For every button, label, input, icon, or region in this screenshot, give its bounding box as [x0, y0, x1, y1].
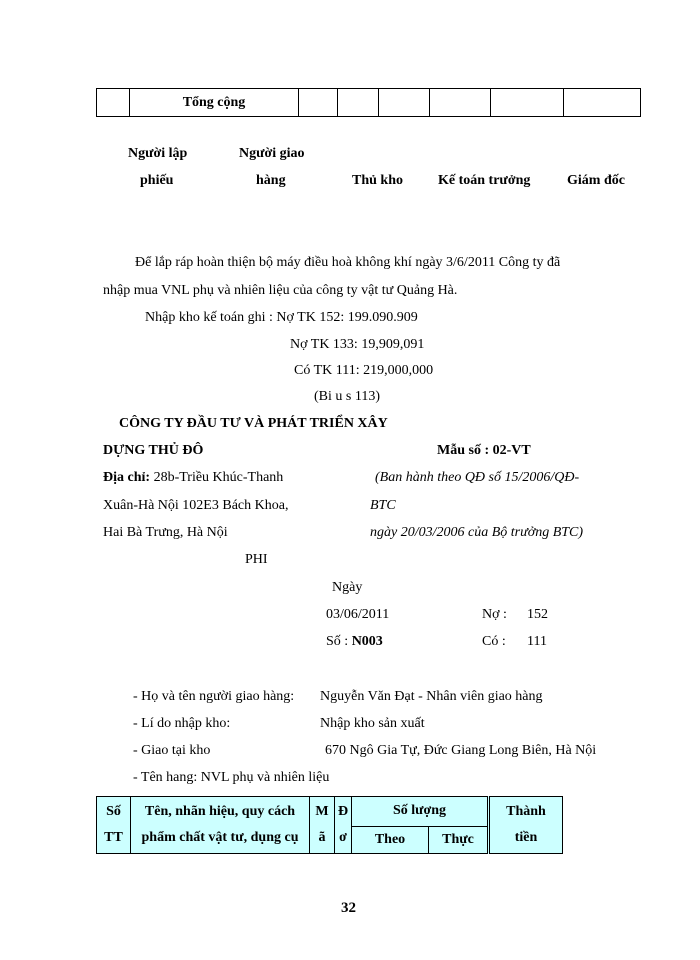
detail-deliverer-label: - Họ và tên người giao hàng: — [133, 689, 295, 704]
header-amount-line1: Thành — [506, 804, 546, 819]
detail-warehouse-value: 670 Ngô Gia Tự, Đức Giang Long Biên, Hà Nội — [325, 743, 597, 758]
journal-entry-1: Nhập kho kế toán ghi : Nợ TK 152: 199.090.909 — [145, 310, 418, 325]
signature-preparer-line1: Người lập — [128, 146, 188, 161]
form-decree-line3: ngày 20/03/2006 của Bộ trưởng BTC) — [370, 525, 584, 540]
header-amount-line2: tiền — [514, 830, 538, 845]
page-number: 32 — [341, 900, 356, 916]
company-address-line3: Hai Bà Trưng, Hà Nội — [103, 525, 228, 540]
signature-storekeeper: Thủ kho — [352, 173, 403, 188]
total-cell — [491, 89, 564, 117]
company-address-line1 — [103, 470, 283, 486]
header-qty-theo: Theo — [352, 826, 429, 853]
total-label: Tổng cộng — [130, 89, 299, 117]
detail-warehouse-label: - Giao tại kho — [133, 743, 211, 758]
header-qty-thuc: Thực — [429, 826, 489, 853]
signature-chief-accountant: Kế toán trưởng — [438, 173, 531, 188]
journal-entry-2: Nợ TK 133: 19,909,091 — [290, 337, 425, 352]
paragraph-line1: Để lắp ráp hoàn thiện bộ máy điều hoà không khí ngày 3/6/2011 Công ty đã — [135, 255, 561, 270]
header-unit-line1: Đ — [337, 804, 349, 819]
total-table — [96, 88, 641, 117]
header-unit — [335, 797, 352, 854]
total-cell — [564, 89, 641, 117]
voucher-date-label: Ngày — [332, 580, 363, 595]
voucher-number — [326, 634, 383, 650]
figure-caption: (Bi u s 113) — [314, 389, 380, 404]
voucher-credit-value: 111 — [527, 634, 547, 649]
table-header-row — [97, 797, 563, 827]
detail-deliverer-value: Nguyễn Văn Đạt - Nhân viên giao hàng — [320, 689, 543, 704]
header-code-line2: ã — [318, 830, 326, 845]
company-name-line2: DỰNG THỦ ĐÔ — [103, 443, 204, 458]
company-name-line1: CÔNG TY ĐẦU TƯ VÀ PHÁT TRIỂN XÂY — [119, 416, 388, 431]
header-code-line1: M — [315, 804, 329, 819]
header-unit-line2: ơ — [339, 830, 347, 845]
detail-reason-label: - Lí do nhập kho: — [133, 716, 231, 731]
total-row — [97, 89, 641, 117]
voucher-credit-label: Có : — [482, 634, 506, 649]
voucher-title: PHI — [245, 552, 268, 567]
total-cell-stt — [97, 89, 130, 117]
voucher-debit-label: Nợ : — [482, 607, 507, 622]
signature-deliverer-line1: Người giao — [239, 146, 305, 161]
company-address-line2: Xuân-Hà Nội 102E3 Bách Khoa, — [103, 498, 289, 513]
detail-goods-label: - Tên hang: NVL phụ và nhiên liệu — [133, 770, 330, 785]
journal-entry-3: Có TK 111: 219,000,000 — [294, 363, 434, 378]
header-item-name — [131, 797, 310, 854]
form-decree-line2: BTC — [370, 498, 396, 513]
voucher-number-label: Số : — [326, 634, 352, 649]
voucher-date: 03/06/2011 — [326, 607, 390, 622]
header-stt-line2: TT — [104, 830, 123, 845]
signature-preparer-line2: phiếu — [140, 173, 174, 188]
goods-table — [96, 796, 563, 854]
detail-reason-value: Nhập kho sản xuất — [320, 716, 425, 731]
total-cell — [379, 89, 430, 117]
header-item-name-line2: phẩm chất vật tư, dụng cụ — [141, 830, 299, 845]
address-label: Địa chỉ: — [103, 470, 151, 485]
total-cell — [430, 89, 491, 117]
header-quantity: Số lượng — [352, 797, 489, 827]
voucher-debit-value: 152 — [527, 607, 548, 622]
total-cell — [338, 89, 379, 117]
form-code: Mẫu số : 02-VT — [437, 443, 531, 458]
header-code — [310, 797, 335, 854]
header-amount — [489, 797, 563, 854]
address-text: 28b-Triều Khúc-Thanh — [153, 470, 284, 485]
signature-director: Giám đốc — [567, 173, 625, 188]
paragraph-line2: nhập mua VNL phụ và nhiên liệu của công ty vật tư Quảng Hà. — [103, 283, 458, 298]
header-item-name-line1: Tên, nhãn hiệu, quy cách — [144, 804, 296, 819]
form-decree-line1: (Ban hành theo QĐ số 15/2006/QĐ- — [375, 470, 580, 485]
signature-deliverer-line2: hàng — [256, 173, 286, 188]
total-cell — [299, 89, 338, 117]
header-stt — [97, 797, 131, 854]
header-stt-line1: Số — [106, 804, 121, 819]
voucher-number-value: N003 — [351, 634, 383, 649]
